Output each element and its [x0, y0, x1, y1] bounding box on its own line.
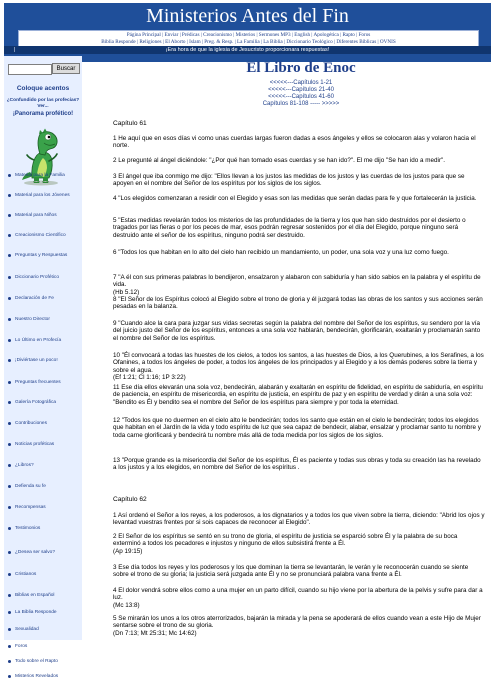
bullet-icon: [8, 506, 11, 509]
sidebar-item-label: Foros: [15, 643, 28, 649]
sidebar-item-bible-answers[interactable]: [8, 608, 57, 616]
verse: 1 He aquí que en esos días vi como unas cuerdas largas fueron dadas a esos ángeles y ellos se colocaron alas y volaron hacia el norte.: [113, 135, 476, 150]
sidebar-item-prophetic-news[interactable]: [8, 440, 54, 448]
verse: 4 El dolor vendrá sobre ellos como a una mujer en un parto difícil, cuando su hijo viene por la abertura de la pelvis y sufre para dar a luz. (Mc 13:8): [113, 587, 483, 609]
sidebar-item-label: Material para los Jóvenes: [15, 192, 70, 198]
verse: 12 "Todos los que no duermen en el cielo alto le bendecirán; todos los santo que están en el cielo le bendecirán; todos los elegidos que habitan en el Jardín de la vida y todo espíritu de luz que sea capaz de bendecir, alabar, ensalzar y proclamar santo tu nombre y toda carne glorificará y bendecirá tu nombre más allá de toda medida por los siglos de los siglos.: [113, 417, 481, 439]
tagline: ¡Era hora de que la iglesia de Jesucristo proporcionara respuestas!: [165, 47, 330, 53]
sidebar-item-books[interactable]: [8, 461, 34, 469]
bullet-icon: [8, 234, 11, 237]
verse: 5 Se mirarán los unos a los otros aterrorizados, bajarán la mirada y la pena se apoderará de ellos cuando vean a este Hijo de Mujer sentarse sobre el trono de su gloria. (Dn 7:13; Mt 25:31; Mc 14:62): [113, 615, 481, 637]
sidebar-item-label: Testimonios: [15, 525, 41, 531]
sidebar-item-defend-faith[interactable]: [8, 482, 46, 490]
bullet-icon: [8, 174, 11, 177]
bullet-icon: [8, 401, 11, 404]
sidebar: [4, 56, 82, 679]
sidebar-item-label: Recompensas: [15, 504, 46, 510]
search-button[interactable]: Buscar: [52, 63, 80, 74]
sidebar-item-label: Preguntas frecuentes: [15, 379, 61, 385]
chapter-nav-link[interactable]: <<<<<---Capítulos 1-21: [269, 80, 333, 86]
sidebar-item-faith-statement[interactable]: [8, 294, 54, 302]
sidebar-item-label: Defienda su fe: [15, 483, 46, 489]
site-title: Ministerios Antes del Fin: [146, 5, 349, 27]
sidebar-item-label: Sexualidad: [15, 626, 39, 632]
sidebar-item-label: Preguntas y Respuestas: [15, 252, 68, 258]
sidebar-item-label: Nuestro Director: [15, 316, 50, 322]
sidebar-item-sexuality[interactable]: [8, 625, 39, 633]
bullet-icon: [8, 628, 11, 631]
prophecy-question: ¿Confundido por las profecías?: [6, 98, 80, 103]
sidebar-item-family[interactable]: [8, 171, 65, 179]
bullet-icon: [8, 443, 11, 446]
verse: 10 "Él convocará a todas las huestes de los cielos, a todos los santos, a las huestes de Dios, a los Querubines, a los Serafines, a los Ofanines, a todos los ángeles de poder, a todos los ángeles de los principados y al Elegido y a los demás poderes sobre la tierra y sobre el agua. (Ef 1:21; Cl 1:16; 1P 3:22): [113, 352, 484, 382]
tagline-bar: [4, 46, 491, 54]
sidebar-item-label: Declaración de Fe: [15, 295, 54, 301]
chapter-nav-link[interactable]: Capítulos 81-108 ----- >>>>>: [262, 101, 340, 107]
verse: 2 Le pregunté al ángel diciéndole: "¿Por qué han tomado esas cuerdas y se han ido?". El me dijo "Se han ido a medir".: [113, 157, 446, 164]
bullet-icon: [8, 381, 11, 384]
verse: 11 Ese día ellos elevarán una sola voz, bendecirán, alabarán y exaltarán en espíritu de fidelidad, en espíritu de sabiduría, en espíritu de paciencia, en espíritu de misericordia, en espíritu de justicia, en espíritu de paz y en espíritu de verdad y dirán a una sola voz: "Bendito es Él y bendito sea el nombre del Señor de los espíritus para siempre y por toda la eternidad.: [113, 384, 483, 406]
sidebar-item-director[interactable]: [8, 315, 50, 323]
sidebar-item-label: Biblias en Español: [15, 592, 55, 598]
bullet-icon: [8, 573, 11, 576]
chapter-heading: Capítulo 61: [113, 120, 147, 127]
verse: 9 "Cuando alce la cara para juzgar sus vidas secretas según la palabra del nombre del Señor de los espíritus, su sendero por la vía del juicio justo del Señor de los espíritus, entonces a una sola voz hablarán, bendecirán, glorificarán, exaltarán y proclamarán santo el nombre del Señor de los espíritus.: [113, 320, 481, 342]
sidebar-item-label: Contribuciones: [15, 420, 47, 426]
verse: 7 "A él con sus primeras palabras lo bendijeron, ensalzaron y alabaron con sabiduría y han sido sabios en la palabra y el espíritu de vida. (Hb 5.12): [113, 274, 481, 296]
accent-hint: Coloque acentos: [16, 85, 70, 92]
panorama-link[interactable]: ¡Panorama profético!: [12, 111, 74, 117]
chapter-heading: Capítulo 62: [113, 496, 147, 503]
bullet-icon: [8, 276, 11, 279]
sidebar-item-fun[interactable]: [8, 356, 58, 364]
main-content: [113, 56, 489, 640]
sidebar-item-label: Diccionario Profético: [15, 274, 59, 280]
bullet-icon: [8, 464, 11, 467]
verse: 2 El Señor de los espíritus se sentó en su trono de gloria, el espíritu de justicia se esparció sobre Él y la palabra de su boca exterminó a todos los pecadores e injustos y ninguno de ellos subsistirá frente a Él. (Ap 19:15): [113, 533, 458, 555]
sidebar-item-label: Misterios Revelados: [15, 673, 59, 679]
sidebar-item-label: Galería Fotográfica: [15, 399, 57, 405]
sidebar-item-label: ¡Diviértase un poco!: [15, 357, 58, 363]
sidebar-item-mysteries[interactable]: [8, 672, 58, 680]
sidebar-item-forums[interactable]: [8, 642, 27, 650]
page-title: El Libro de Enoc: [246, 60, 356, 76]
sidebar-item-salvation[interactable]: [8, 548, 55, 556]
verse: 4 "Los elegidos comenzaran a residir con el Elegido y esas son las medidas que serán dadas para fe y que fortalecerán la justicia.: [113, 195, 477, 202]
bullet-icon: [8, 194, 11, 197]
verse: 8 "El Señor de los Espíritus colocó al Elegido sobre el trono de gloria y él juzgará todas las obras de los santos y sus acciones serán pesadas en la balanza.: [113, 296, 483, 311]
bullet-icon: [8, 339, 11, 342]
verse: 13 "Porque grande es la misericordia del Señor de los espíritus, Él es paciente y todas sus obras y toda su creación las ha revelado a los justos y a los elegidos, en nombre del Señor de los espíritus .: [113, 457, 481, 472]
sidebar-item-christians[interactable]: [8, 570, 36, 578]
nav-row-primary[interactable]: Página Principal | Enviar | Prédicas | Creacionismo | Misterios | Sermones MP3 | English | Apologética | Rapto | Foros: [126, 32, 371, 38]
bullet-icon: [8, 214, 11, 217]
bullet-icon: [8, 318, 11, 321]
verse: 6 "Todos los que habitan en lo alto del cielo han recibido un mandamiento, un poder, una sola voz y una luz como fuego.: [113, 249, 449, 256]
sidebar-item-label: La Biblia Responde: [15, 609, 57, 615]
bullet-icon: [8, 359, 11, 362]
bullet-icon: [8, 254, 11, 257]
bullet-icon: [8, 485, 11, 488]
sidebar-item-rewards[interactable]: [8, 503, 46, 511]
bullet-icon: [8, 551, 11, 554]
sidebar-item-label: Lo Último en Profecía: [15, 337, 62, 343]
chapter-nav-link[interactable]: <<<<<---Capítulos 41-60: [268, 94, 334, 100]
sidebar-item-latest-prophecy[interactable]: [8, 336, 61, 344]
verse: 3 Ese día todos los reyes y los poderosos y los que dominan la tierra se levantarán, le verán y le reconocerán cuando se siente sobre el trono de su gloria; la justicia será juzgada ante Él y no se pronunciará palabra vana frente a Él.: [113, 564, 469, 579]
bullet-icon: [8, 675, 11, 678]
bullet-icon: [8, 660, 11, 663]
sidebar-item-label: Creacionismo Científico: [15, 232, 66, 238]
sidebar-item-label: ¿Libros?: [15, 462, 34, 468]
bullet-icon: [8, 594, 11, 597]
sidebar-item-label: Todo sobre el Rapto: [15, 658, 58, 664]
sidebar-item-kids[interactable]: [8, 211, 57, 219]
bullet-icon: [8, 645, 11, 648]
bullet-icon: [8, 422, 11, 425]
sidebar-item-testimonies[interactable]: [8, 524, 40, 532]
nav-row-secondary[interactable]: Biblia Responde | Religiones | El Aborto | Islam | Preg. & Resp. | La Familia | La Biblia | Diccionario Teológico | Diferentes Biblicas | OVNIS: [101, 39, 396, 45]
sidebar-item-contributions[interactable]: [8, 419, 47, 427]
sidebar-item-rapture[interactable]: [8, 657, 58, 665]
see-label: Ver...: [37, 104, 49, 109]
verse: 5 "Estas medidas revelarán todos los misterios de las profundidades de la tierra y los que han sido destruidos por el desierto o tragados por las fieras o por los peces de mar, esos podrán regresar sostenidos por el día del Elegido, porque ninguno será destruido ante el señor de los espíritus, ninguno podrá ser destruido.: [113, 217, 466, 239]
bullet-icon: [8, 297, 11, 300]
sidebar-item-gallery[interactable]: [8, 398, 56, 406]
sidebar-item-youth[interactable]: [8, 191, 70, 199]
verse: 3 El ángel que iba conmigo me dijo: "Ellos llevan a los justos las medidas de los justos y las cuerdas de los justos para que se apoyen en el nombre del Señor de los espíritus por los siglos de los siglos.: [113, 173, 465, 188]
tagline-separator: |: [14, 47, 16, 53]
sidebar-item-prophetic-dictionary[interactable]: [8, 273, 59, 281]
sidebar-item-label: Material para Niños: [15, 212, 57, 218]
sidebar-item-label: Material para la Familia: [15, 172, 65, 178]
chapter-nav-link[interactable]: <<<<<---Capítulos 21-40: [268, 87, 334, 93]
sidebar-item-qa[interactable]: [8, 251, 67, 259]
bullet-icon: [8, 527, 11, 530]
search-input[interactable]: [8, 64, 52, 75]
sidebar-item-spanish-bibles[interactable]: [8, 591, 54, 599]
verse: 1 Así ordenó el Señor a los reyes, a los poderosos, a los dignatarios y a todos los que viven sobre la tierra, diciendo: "Abrid los ojos y levantad vuestras frentes por si sois capaces de reconocer al Elegido".: [113, 512, 485, 527]
sidebar-item-label: Noticias proféticas: [15, 441, 55, 447]
sidebar-item-label: ¿Desea ser salvo?: [15, 549, 55, 555]
sidebar-item-creationism[interactable]: [8, 231, 66, 239]
sidebar-item-label: Cristianos: [15, 571, 37, 577]
bullet-icon: [8, 611, 11, 614]
sidebar-item-faq[interactable]: [8, 378, 61, 386]
